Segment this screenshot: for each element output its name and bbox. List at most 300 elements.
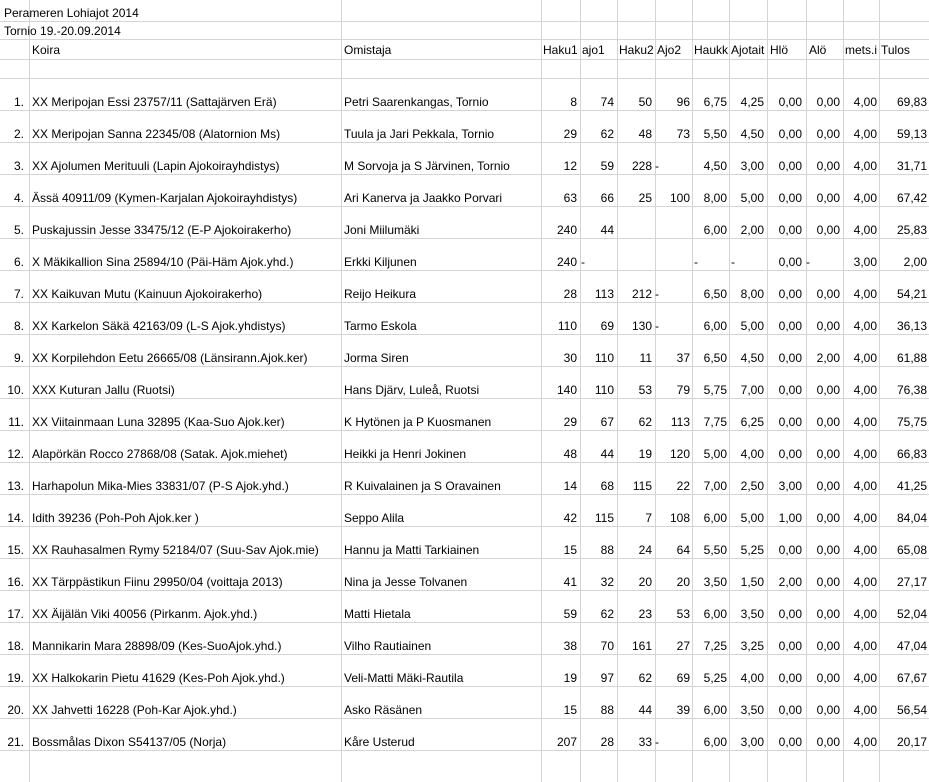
cell-nr: 3. [13, 159, 24, 173]
cell-mets: 4,00 [853, 287, 877, 301]
cell-koira: Idith 39236 (Poh-Poh Ajok.ker ) [32, 511, 199, 525]
cell-nr: 6. [13, 255, 24, 269]
cell-haukk: - [694, 255, 698, 269]
cell-koira: Mannikarin Mara 28898/09 (Kes-SuoAjok.yhd.) [32, 639, 282, 653]
cell-nr: 4. [13, 191, 24, 205]
cell-haku2: 115 [632, 479, 652, 493]
cell-koira: XX Viitainmaan Luna 32895 (Kaa-Suo Ajok.ker) [32, 415, 285, 429]
cell-tulos: 76,38 [896, 383, 927, 397]
cell-hlo: 0,00 [778, 703, 802, 717]
cell-haku1: 30 [563, 351, 577, 365]
row-gridline [0, 206, 929, 207]
cell-ajo2: - [655, 319, 659, 333]
cell-haukk: 7,75 [703, 415, 727, 429]
cell-omistaja: Asko Räsänen [344, 703, 423, 717]
cell-omistaja: Reijo Heikura [344, 287, 417, 301]
cell-tulos: 65,08 [896, 543, 927, 557]
cell-alo: 0,00 [816, 671, 840, 685]
cell-haku1: 110 [557, 319, 577, 333]
cell-tulos: 84,04 [896, 511, 927, 525]
cell-haku1: 63 [563, 191, 577, 205]
cell-koira: X Mäkikallion Sina 25894/10 (Päi-Häm Ajok.yhd.) [32, 255, 294, 269]
cell-hlo: 0,00 [778, 607, 802, 621]
header-hlo: Hlö [770, 43, 789, 57]
sheet-title: Perameren Lohiajot 2014 [4, 6, 139, 20]
cell-nr: 20. [7, 703, 24, 717]
row-gridline [0, 430, 929, 431]
cell-hlo: 0,00 [778, 127, 802, 141]
cell-nr: 7. [13, 287, 24, 301]
cell-ajo2: 100 [669, 191, 690, 205]
cell-mets: 4,00 [853, 351, 877, 365]
cell-mets: 4,00 [853, 703, 877, 717]
cell-ajotait: 3,00 [740, 735, 764, 749]
cell-omistaja: Hannu ja Matti Tarkiainen [344, 543, 480, 557]
cell-hlo: 0,00 [778, 383, 802, 397]
cell-omistaja: Tuula ja Jari Pekkala, Tornio [344, 127, 495, 141]
column-gridline [843, 0, 844, 782]
cell-ajotait: 4,50 [740, 351, 764, 365]
cell-alo: 0,00 [816, 639, 840, 653]
cell-ajo2: 53 [676, 607, 690, 621]
cell-ajotait: 4,50 [740, 127, 764, 141]
cell-omistaja: Ari Kanerva ja Jaakko Porvari [344, 191, 503, 205]
column-gridline [541, 0, 542, 782]
cell-ajo1: 115 [594, 511, 614, 525]
cell-alo: 0,00 [816, 607, 840, 621]
cell-omistaja: Nina ja Jesse Tolvanen [344, 575, 468, 589]
cell-ajo1: 44 [600, 223, 614, 237]
cell-haukk: 6,75 [703, 95, 727, 109]
cell-haukk: 6,50 [703, 287, 727, 301]
cell-koira: XX Korpilehdon Eetu 26665/08 (Länsirann.Ajok.ker) [32, 351, 308, 365]
cell-omistaja: R Kuivalainen ja S Oravainen [344, 479, 501, 493]
cell-ajo1: 113 [594, 287, 614, 301]
cell-ajo1: 62 [600, 127, 614, 141]
cell-tulos: 36,13 [896, 319, 927, 333]
cell-haku2: 11 [639, 351, 652, 365]
row-gridline [0, 270, 929, 271]
cell-ajo2: 39 [676, 703, 690, 717]
cell-hlo: 0,00 [778, 223, 802, 237]
cell-ajo1: 67 [600, 415, 614, 429]
cell-mets: 4,00 [853, 415, 877, 429]
cell-nr: 12. [7, 447, 24, 461]
cell-haukk: 8,00 [703, 191, 727, 205]
cell-omistaja: Hans Djärv, Luleå, Ruotsi [344, 383, 480, 397]
cell-mets: 4,00 [853, 95, 877, 109]
cell-alo: 0,00 [816, 191, 840, 205]
cell-nr: 9. [13, 351, 24, 365]
cell-hlo: 0,00 [778, 639, 802, 653]
cell-ajo1: 70 [600, 639, 614, 653]
cell-haku2: 161 [631, 639, 652, 653]
cell-koira: XX Meripojan Sanna 22345/08 (Alatornion Ms) [32, 127, 281, 141]
cell-tulos: 25,83 [896, 223, 927, 237]
row-gridline [0, 462, 929, 463]
cell-hlo: 0,00 [778, 95, 802, 109]
cell-haukk: 7,00 [703, 479, 727, 493]
cell-hlo: 2,00 [778, 575, 802, 589]
cell-haku2: 25 [638, 191, 652, 205]
cell-koira: Ässä 40911/09 (Kymen-Karjalan Ajokoirayhdistys) [32, 191, 298, 205]
cell-haku2: 23 [638, 607, 652, 621]
cell-haku2: 62 [638, 671, 652, 685]
cell-haukk: 6,00 [703, 223, 727, 237]
cell-haku1: 15 [563, 703, 577, 717]
cell-ajo1: 88 [600, 543, 614, 557]
cell-koira: XX Karkelon Säkä 42163/09 (L-S Ajok.yhdistys) [32, 319, 286, 333]
cell-haku2: 7 [645, 511, 652, 525]
cell-hlo: 1,00 [778, 511, 802, 525]
cell-hlo: 0,00 [778, 415, 802, 429]
cell-alo: 0,00 [816, 95, 840, 109]
cell-haku2: 212 [631, 287, 652, 301]
cell-omistaja: Erkki Kiljunen [344, 255, 417, 269]
cell-haku1: 42 [563, 511, 577, 525]
cell-ajotait: 4,25 [740, 95, 764, 109]
cell-haukk: 6,00 [703, 607, 727, 621]
header-haukk: Haukk [694, 43, 729, 57]
cell-ajo2: 73 [676, 127, 690, 141]
cell-ajo2: 27 [676, 639, 690, 653]
cell-nr: 2. [13, 127, 24, 141]
column-gridline [341, 0, 342, 782]
header-ajo2: Ajo2 [657, 43, 682, 57]
cell-haku2: 44 [638, 703, 652, 717]
header-haku1: Haku1 [543, 43, 578, 57]
cell-ajotait: 4,00 [740, 671, 764, 685]
row-gridline [0, 654, 929, 655]
column-gridline [767, 0, 768, 782]
cell-alo: 0,00 [816, 479, 840, 493]
column-gridline [29, 0, 30, 782]
row-gridline [0, 558, 929, 559]
column-gridline [879, 0, 880, 782]
cell-omistaja: Kåre Usterud [344, 735, 415, 749]
cell-hlo: 0,00 [778, 735, 802, 749]
cell-ajo1: 69 [600, 319, 614, 333]
cell-hlo: 0,00 [778, 191, 802, 205]
cell-hlo: 0,00 [778, 159, 802, 173]
cell-haukk: 7,25 [703, 639, 727, 653]
cell-hlo: 0,00 [778, 287, 802, 301]
column-gridline [580, 0, 581, 782]
cell-mets: 4,00 [853, 671, 877, 685]
cell-koira: Alapörkän Rocco 27868/08 (Satak. Ajok.miehet) [32, 447, 288, 461]
row-gridline [0, 718, 929, 719]
cell-haku2: 62 [638, 415, 652, 429]
cell-haukk: 5,00 [703, 447, 727, 461]
cell-omistaja: Petri Saarenkangas, Tornio [344, 95, 489, 109]
cell-haku2: 228 [631, 159, 652, 173]
cell-alo: - [806, 255, 810, 269]
cell-mets: 4,00 [853, 319, 877, 333]
cell-koira: Harhapolun Mika-Mies 33831/07 (P-S Ajok.yhd.) [32, 479, 289, 493]
cell-tulos: 47,04 [896, 639, 927, 653]
cell-omistaja: Matti Hietala [344, 607, 411, 621]
cell-alo: 0,00 [816, 159, 840, 173]
cell-tulos: 67,67 [896, 671, 927, 685]
cell-haku1: 207 [556, 735, 577, 749]
cell-hlo: 0,00 [778, 671, 802, 685]
cell-alo: 0,00 [816, 319, 840, 333]
row-gridline [0, 366, 929, 367]
cell-omistaja: Jorma Siren [344, 351, 409, 365]
cell-omistaja: Tarmo Eskola [344, 319, 417, 333]
cell-haukk: 5,50 [703, 127, 727, 141]
cell-haukk: 5,50 [703, 543, 727, 557]
cell-ajotait: 6,25 [740, 415, 764, 429]
cell-tulos: 54,21 [896, 287, 927, 301]
cell-alo: 0,00 [816, 735, 840, 749]
cell-koira: XX Meripojan Essi 23757/11 (Sattajärven Erä) [32, 95, 277, 109]
cell-ajo2: 79 [676, 383, 690, 397]
cell-ajo2: 22 [676, 479, 690, 493]
cell-omistaja: Joni Miilumäki [344, 223, 420, 237]
cell-ajo1: 66 [600, 191, 614, 205]
cell-ajotait: 7,00 [740, 383, 764, 397]
cell-ajo1: 62 [600, 607, 614, 621]
column-gridline [692, 0, 693, 782]
cell-tulos: 41,25 [896, 479, 927, 493]
cell-mets: 4,00 [853, 607, 877, 621]
cell-mets: 4,00 [853, 639, 877, 653]
header-haku2: Haku2 [619, 43, 654, 57]
cell-ajotait: 5,00 [740, 191, 764, 205]
cell-tulos: 2,00 [903, 255, 927, 269]
header-ajo1: ajo1 [582, 43, 605, 57]
cell-haku2: 24 [638, 543, 652, 557]
cell-ajo1: 32 [600, 575, 614, 589]
cell-haku1: 14 [563, 479, 577, 493]
cell-haku1: 29 [563, 415, 577, 429]
cell-mets: 4,00 [853, 735, 877, 749]
cell-haku2: 20 [638, 575, 652, 589]
cell-alo: 2,00 [816, 351, 840, 365]
row-gridline [0, 526, 929, 527]
cell-ajotait: 5,00 [740, 511, 764, 525]
cell-hlo: 0,00 [778, 255, 802, 269]
cell-haku1: 19 [563, 671, 577, 685]
cell-koira: XX Jahvetti 16228 (Poh-Kar Ajok.yhd.) [32, 703, 237, 717]
cell-haukk: 6,00 [703, 511, 727, 525]
row-gridline [0, 78, 929, 79]
cell-koira: Bossmålas Dixon S54137/05 (Norja) [32, 735, 227, 749]
column-gridline [655, 0, 656, 782]
cell-haukk: 6,50 [703, 351, 727, 365]
header-omistaja: Omistaja [344, 43, 392, 57]
cell-koira: XX Halkokarin Pietu 41629 (Kes-Poh Ajok.yhd.) [32, 671, 285, 685]
cell-haku2: 48 [638, 127, 652, 141]
cell-haukk: 4,50 [703, 159, 727, 173]
cell-ajotait: 5,00 [740, 319, 764, 333]
cell-ajo2: - [655, 159, 659, 173]
row-gridline [0, 302, 929, 303]
header-ajotait: Ajotait [731, 43, 765, 57]
cell-haukk: 6,00 [703, 703, 727, 717]
cell-omistaja: Veli-Matti Mäki-Rautila [344, 671, 464, 685]
cell-mets: 4,00 [853, 159, 877, 173]
cell-tulos: 27,17 [896, 575, 927, 589]
cell-omistaja: M Sorvoja ja S Järvinen, Tornio [344, 159, 510, 173]
cell-hlo: 0,00 [778, 447, 802, 461]
row-gridline [0, 21, 929, 22]
cell-nr: 1. [13, 95, 24, 109]
cell-ajotait: 2,50 [740, 479, 764, 493]
row-gridline [0, 238, 929, 239]
cell-tulos: 61,88 [896, 351, 927, 365]
cell-haku2: 53 [638, 383, 652, 397]
cell-ajotait: 4,00 [740, 447, 764, 461]
cell-omistaja: Heikki ja Henri Jokinen [344, 447, 467, 461]
cell-ajotait: 3,25 [740, 639, 764, 653]
cell-omistaja: Vilho Rautiainen [344, 639, 432, 653]
row-gridline [0, 110, 929, 111]
cell-tulos: 56,54 [896, 703, 927, 717]
cell-haku2: 50 [638, 95, 652, 109]
column-gridline [729, 0, 730, 782]
cell-alo: 0,00 [816, 511, 840, 525]
cell-ajotait: - [731, 255, 735, 269]
cell-tulos: 66,83 [896, 447, 927, 461]
cell-ajo1: 97 [600, 671, 614, 685]
cell-alo: 0,00 [816, 543, 840, 557]
cell-ajotait: 3,50 [740, 607, 764, 621]
cell-alo: 0,00 [816, 447, 840, 461]
cell-koira: XXX Kuturan Jallu (Ruotsi) [32, 383, 175, 397]
cell-ajotait: 8,00 [740, 287, 764, 301]
cell-alo: 0,00 [816, 575, 840, 589]
cell-koira: XX Äijälän Viki 40056 (Pirkanm. Ajok.yhd.) [32, 607, 258, 621]
cell-haukk: 5,75 [703, 383, 727, 397]
cell-hlo: 0,00 [778, 543, 802, 557]
cell-ajo2: 64 [676, 543, 690, 557]
cell-ajo2: 96 [676, 95, 690, 109]
cell-ajo2: 113 [670, 415, 690, 429]
cell-ajo2: - [655, 287, 659, 301]
cell-nr: 19. [7, 671, 24, 685]
cell-mets: 4,00 [853, 127, 877, 141]
cell-mets: 4,00 [853, 543, 877, 557]
cell-mets: 4,00 [853, 511, 877, 525]
cell-haku1: 15 [563, 543, 577, 557]
cell-alo: 0,00 [816, 223, 840, 237]
cell-nr: 10. [7, 383, 24, 397]
cell-nr: 15. [7, 543, 24, 557]
cell-mets: 4,00 [853, 575, 877, 589]
row-gridline [0, 494, 929, 495]
cell-nr: 17. [7, 607, 24, 621]
cell-alo: 0,00 [816, 287, 840, 301]
cell-haku1: 240 [556, 223, 577, 237]
cell-ajo1: 110 [594, 351, 614, 365]
cell-ajo1: 44 [600, 447, 614, 461]
row-gridline [0, 59, 929, 60]
cell-mets: 4,00 [853, 479, 877, 493]
cell-hlo: 3,00 [778, 479, 802, 493]
cell-nr: 5. [13, 223, 24, 237]
cell-haku1: 48 [563, 447, 577, 461]
cell-haukk: 3,50 [703, 575, 727, 589]
row-gridline [0, 398, 929, 399]
cell-ajo2: 120 [669, 447, 690, 461]
cell-haku1: 38 [563, 639, 577, 653]
cell-nr: 8. [13, 319, 24, 333]
cell-haku1: 240 [556, 255, 577, 269]
cell-ajo2: 69 [676, 671, 690, 685]
cell-nr: 14. [7, 511, 24, 525]
cell-tulos: 31,71 [896, 159, 927, 173]
cell-nr: 18. [7, 639, 24, 653]
cell-ajo1: 68 [600, 479, 614, 493]
cell-koira: XX Kaikuvan Mutu (Kainuun Ajokoirakerho) [32, 287, 263, 301]
cell-alo: 0,00 [816, 383, 840, 397]
column-gridline [806, 0, 807, 782]
row-gridline [0, 39, 929, 40]
cell-mets: 4,00 [853, 223, 877, 237]
cell-haku1: 28 [563, 287, 577, 301]
row-gridline [0, 686, 929, 687]
cell-ajo1: 110 [594, 383, 614, 397]
cell-haku1: 29 [563, 127, 577, 141]
header-alo: Alö [809, 43, 827, 57]
row-gridline [0, 590, 929, 591]
cell-koira: XX Ajolumen Merituuli (Lapin Ajokoirayhdistys) [32, 159, 280, 173]
cell-alo: 0,00 [816, 415, 840, 429]
cell-ajo1: 28 [600, 735, 614, 749]
cell-nr: 16. [7, 575, 24, 589]
cell-nr: 21. [7, 735, 24, 749]
row-gridline [0, 334, 929, 335]
header-koira: Koira [32, 43, 61, 57]
cell-haku1: 140 [556, 383, 577, 397]
cell-ajotait: 3,50 [740, 703, 764, 717]
sheet-subtitle: Tornio 19.-20.09.2014 [4, 24, 121, 38]
row-gridline [0, 750, 929, 751]
cell-tulos: 52,04 [896, 607, 927, 621]
cell-tulos: 69,83 [896, 95, 927, 109]
cell-haku1: 41 [563, 575, 577, 589]
cell-alo: 0,00 [816, 127, 840, 141]
cell-haukk: 6,00 [703, 735, 727, 749]
cell-omistaja: Seppo Alila [344, 511, 405, 525]
cell-mets: 4,00 [853, 191, 877, 205]
cell-nr: 11. [8, 415, 24, 429]
cell-hlo: 0,00 [778, 351, 802, 365]
cell-ajo2: 108 [669, 511, 690, 525]
row-gridline [0, 622, 929, 623]
cell-ajotait: 3,00 [740, 159, 764, 173]
cell-tulos: 75,75 [896, 415, 927, 429]
cell-mets: 4,00 [853, 383, 877, 397]
cell-haku2: 19 [638, 447, 652, 461]
cell-haku2: 33 [638, 735, 652, 749]
cell-koira: XX Rauhasalmen Rymy 52184/07 (Suu-Sav Ajok.mie) [32, 543, 319, 557]
column-gridline [617, 0, 618, 782]
cell-tulos: 59,13 [896, 127, 927, 141]
cell-haku1: 8 [570, 95, 577, 109]
cell-ajotait: 1,50 [740, 575, 764, 589]
row-gridline [0, 174, 929, 175]
cell-ajo2: 37 [676, 351, 690, 365]
cell-haukk: 6,00 [703, 319, 727, 333]
header-mets: mets.i [845, 43, 878, 57]
cell-mets: 4,00 [853, 447, 877, 461]
cell-tulos: 20,17 [896, 735, 927, 749]
cell-ajotait: 2,00 [740, 223, 764, 237]
cell-haku1: 59 [563, 607, 577, 621]
